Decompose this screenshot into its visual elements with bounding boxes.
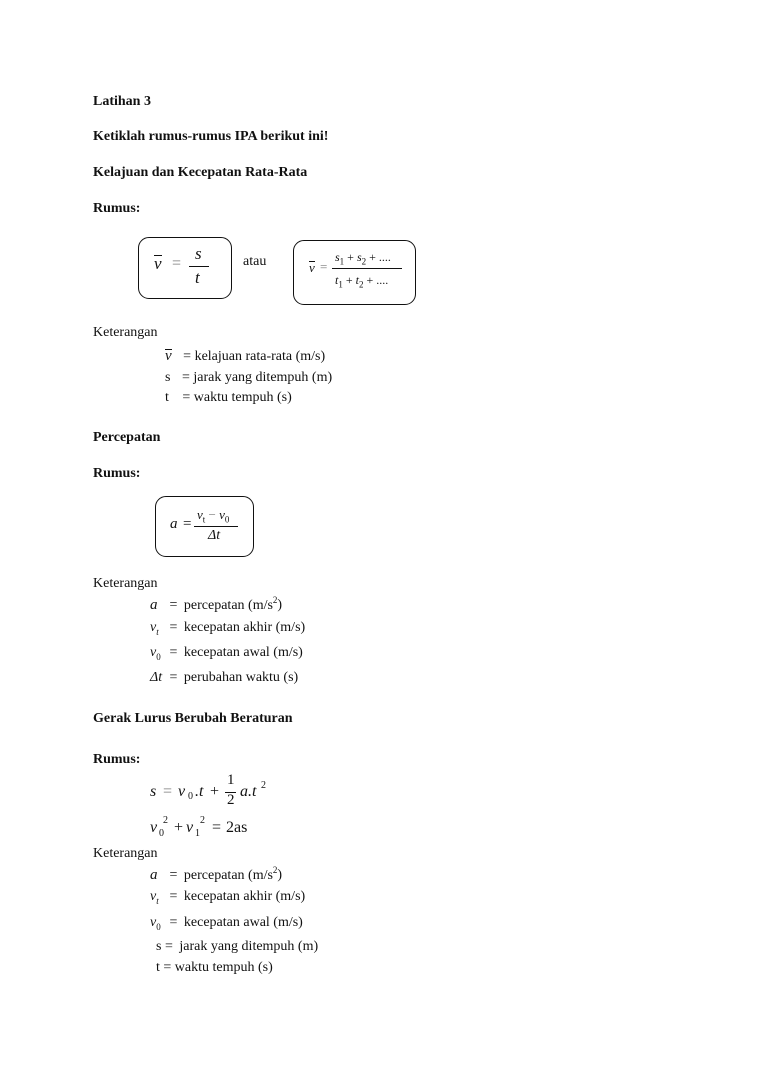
formula-numerator-s: s: [195, 244, 202, 263]
formula-v-bar: v: [154, 254, 162, 273]
keterangan-row: s = jarak yang ditempuh (m): [165, 370, 333, 385]
keterangan-row: $v_t$ = kecepatan akhir (m/s): [150, 620, 306, 637]
keterangan-label-3: Keterangan: [93, 846, 158, 861]
rumus-label-1: Rumus:: [93, 201, 141, 216]
keterangan-row: v = kelajuan rata-rata (m/s): [165, 348, 326, 364]
formula-box-acceleration: [155, 496, 254, 557]
section-heading-percepatan: Percepatan: [93, 430, 161, 445]
keterangan-row: $v_0$ = kecepatan awal (m/s): [150, 915, 303, 932]
formula-glbb-velocity: v 0 2 + v 1 2 = 2as: [150, 815, 248, 839]
keterangan-row: t = waktu tempuh (s): [165, 390, 292, 405]
rumus-label-2: Rumus:: [93, 466, 141, 481]
formula-box-average-velocity-general: [293, 240, 416, 305]
page-title: Latihan 3: [93, 94, 151, 109]
keterangan-row: a = percepatan $(m/s^2)$: [150, 865, 283, 883]
keterangan-row: t = waktu tempuh (s): [156, 960, 273, 975]
formula-denominator-t: t: [195, 268, 200, 287]
formula-equals: =: [183, 516, 192, 532]
atau-text: atau: [243, 254, 267, 269]
formula2-denominator: $t_1 + t_2$ + ....: [335, 273, 389, 290]
keterangan-row: Δt = perubahan waktu (s): [150, 670, 299, 685]
formula-a: a: [170, 516, 178, 532]
keterangan-row: $v_0$ = kecepatan awal (m/s): [150, 645, 303, 662]
keterangan-row: $v_t$ = kecepatan akhir (m/s): [150, 889, 306, 906]
formula-denominator: Δt: [208, 528, 221, 543]
formula2-numerator: $s_1 + s_2$ + ....: [335, 250, 391, 267]
rumus-label-3: Rumus:: [93, 752, 141, 767]
keterangan-row: s = jarak yang ditempuh (m): [156, 939, 319, 954]
keterangan-row: a = percepatan $(m/s^2)$: [150, 595, 283, 613]
section-heading-glbb: Gerak Lurus Berubah Beraturan: [93, 711, 293, 726]
keterangan-label-1: Keterangan: [93, 325, 158, 340]
formula2-v-bar: v: [309, 260, 315, 275]
formula-equals: =: [172, 255, 182, 272]
fraction-line-2: [332, 268, 402, 269]
formula-glbb-displacement: s = v 0 .t + 1 2 a.t 2: [150, 772, 266, 808]
fraction-line: [194, 526, 238, 527]
fraction-line: [189, 266, 209, 267]
keterangan-label-2: Keterangan: [93, 576, 158, 591]
formula-box-average-velocity: [138, 237, 232, 299]
formula-numerator: $v_t - v_0$: [197, 507, 230, 525]
section-heading-kelajuan: Kelajuan dan Kecepatan Rata-Rata: [93, 165, 308, 180]
formula2-equals: =: [320, 259, 328, 274]
instruction-text: Ketiklah rumus-rumus IPA berikut ini!: [93, 129, 329, 144]
